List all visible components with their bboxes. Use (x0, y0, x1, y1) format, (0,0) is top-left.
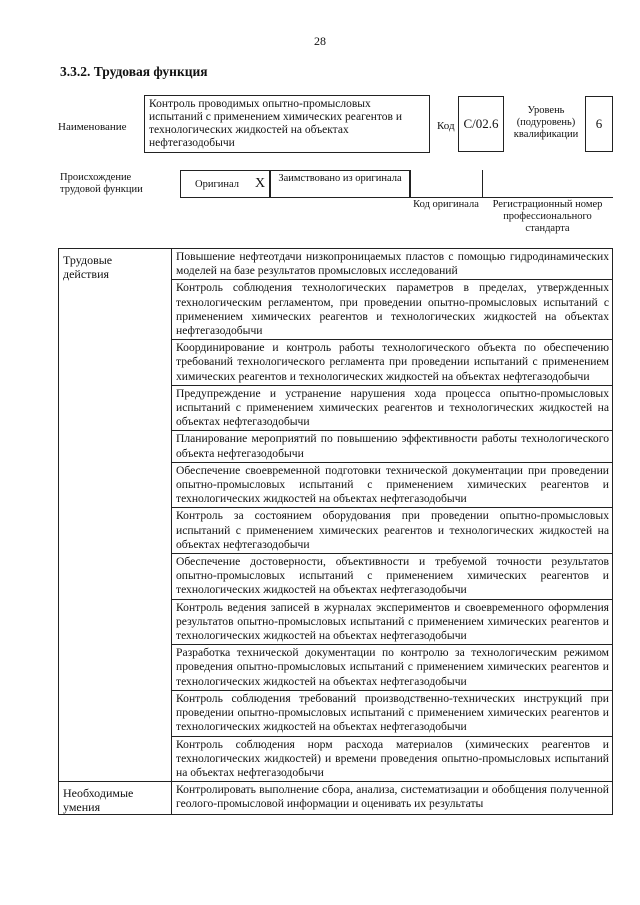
function-name: Контроль проводимых опытно-промысловых испытаний с применением химических реагентов и технологических жидкостей на объектах нефтегазодобычи (149, 98, 402, 149)
table-cell-item: Контролировать выполнение сбора, анализа, систематизации и обобщения полученной геолого-промысловой информации и оценивать их результаты (172, 782, 613, 815)
table-cell-item: Разработка технической документации по контролю за технологическим режимом проведения опытно-промысловых испытаний с применением химических реагентов и технологических жидкостей на объектах нефтегазодобычи (172, 645, 613, 691)
table-cell-item: Обеспечение своевременной подготовки технической документации при проведении опытно-промысловых испытаний с применением химических реагентов и технологических жидкостей на объектах нефтегазодобычи (172, 462, 613, 508)
section-category (59, 782, 172, 815)
code-box (458, 96, 504, 152)
section-title: 3.3.2. Трудовая функция (60, 64, 208, 79)
level-label: Уровень (подуровень) квалификации (513, 105, 579, 140)
table-row (59, 249, 613, 280)
code-label: Код (437, 120, 455, 132)
reg-number-cell (482, 170, 613, 198)
code-value: C/02.6 (463, 116, 499, 131)
code-original-label: Код оригинала (413, 199, 479, 210)
section-category (59, 249, 172, 782)
original-mark: X (255, 176, 266, 191)
original-label: Оригинал (195, 179, 239, 190)
function-details-table (58, 248, 613, 815)
page-number: 28 (314, 34, 326, 48)
origin-label: Происхождение трудовой функции (60, 172, 143, 195)
table-cell-item: Контроль соблюдения норм расхода материалов (химических реагентов и технологических жидкостей) и времени проведения опытно-промысловых испытаний на объектах нефтегазодобычи (172, 736, 613, 782)
function-name-box (144, 95, 430, 153)
code-original-cell (410, 170, 482, 198)
borrowed-cell (270, 170, 410, 198)
table-cell-item: Контроль ведения записей в журналах экспериментов и своевременного оформления результатов опытно-промысловых испытаний с применением химических реагентов и технологических жидкостей на объектах нефтегазодобычи (172, 599, 613, 645)
table-cell-item: Контроль соблюдения требований производственно-технических инструкций при проведении опытно-промысловых испытаний с применением химических реагентов и технологических жидкостей на объектах нефтегазодобычи (172, 690, 613, 736)
category-label: Трудовые действия (63, 253, 113, 281)
name-label: Наименование (58, 121, 127, 133)
table-cell-item: Контроль за состоянием оборудования при проведении опытно-промысловых испытаний с применением химических реагентов и технологических жидкостей на объектах нефтегазодобычи (172, 508, 613, 554)
category-label: Необходимые умения (63, 786, 134, 815)
table-cell-item: Повышение нефтеотдачи низкопроницаемых пластов с помощью гидродинамических моделей на базе результатов промысловых исследований (172, 249, 613, 280)
table-row (59, 782, 613, 815)
table-cell-item: Обеспечение достоверности, объективности и требуемой точности результатов опытно-промысловых испытаний с применением химических реагентов и технологических жидкостей на объектах нефтегазодобычи (172, 554, 613, 600)
level-value: 6 (595, 116, 603, 131)
table-cell-item: Координирование и контроль работы технологического объекта по обеспечению требований технологического регламента при проведении испытаний с применением химических реагентов и технологических жидкостей на объектах нефтегазодобычи (172, 340, 613, 386)
original-cell (180, 170, 270, 198)
level-box (585, 96, 613, 152)
table-cell-item: Контроль соблюдения технологических параметров в пределах, утвержденных технологическим регламентом, при проведении опытно-промысловых испытаний с применением химических реагентов и технологических жидкостей на объектах нефтегазодобычи (172, 280, 613, 340)
table-cell-item: Предупреждение и устранение нарушения хода процесса опытно-промысловых испытаний с применением химических реагентов и технологических жидкостей на объектах нефтегазодобычи (172, 385, 613, 431)
reg-number-label: Регистрационный номер профессионального стандарта (492, 199, 603, 234)
table-cell-item: Планирование мероприятий по повышению эффективности работы технологического объекта нефтегазодобычи (172, 431, 613, 462)
borrowed-label: Заимствовано из оригинала (278, 173, 402, 184)
